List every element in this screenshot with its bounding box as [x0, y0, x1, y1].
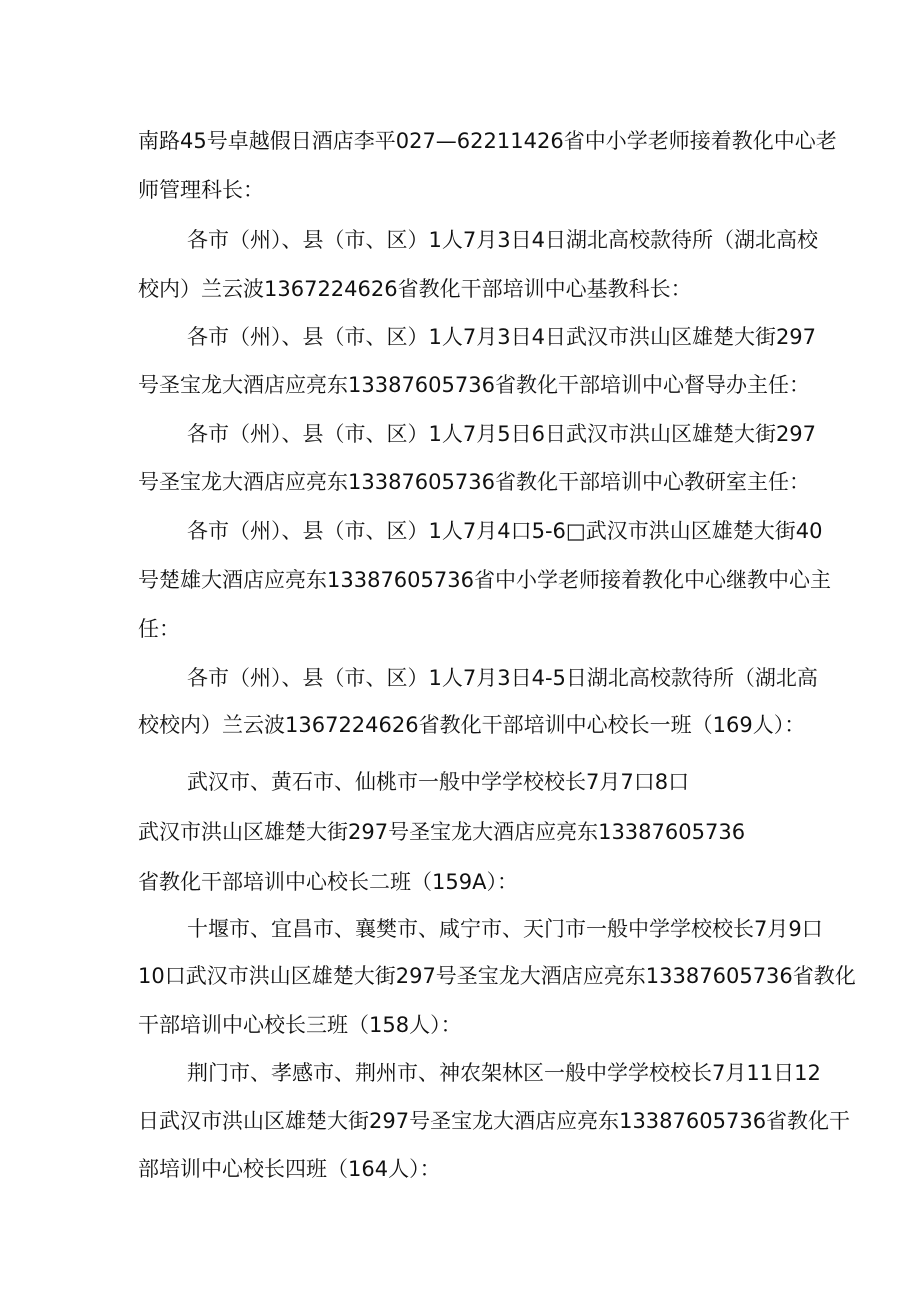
text-line: 武汉市、黄石市、仙桃市一般中学学校校长7月7口8口: [187, 770, 690, 794]
text-line: 校内）兰云波1367224626省教化干部培训中心基教科长：: [138, 277, 692, 301]
text-line: 各市（州）、县（市、区）1人7月3日4日湖北高校款待所（湖北高校: [187, 228, 818, 252]
text-line: 干部培训中心校长三班（158人）：: [138, 1013, 462, 1037]
text-line: 荆门市、孝感市、荆州市、神农架林区一般中学学校校长7月11日12: [187, 1061, 821, 1085]
text-line: 武汉市洪山区雄楚大街297号圣宝龙大酒店应亮东13387605736: [138, 820, 746, 844]
text-line: 各市（州）、县（市、区）1人7月3日4-5日湖北高校款待所（湖北高: [187, 666, 818, 690]
text-line: 师管理科长：: [138, 178, 264, 202]
text-line: 日武汉市洪山区雄楚大街297号圣宝龙大酒店应亮东13387605736省教化干: [138, 1109, 851, 1133]
text-line: 各市（州）、县（市、区）1人7月3日4日武汉市洪山区雄楚大街297: [187, 325, 817, 349]
text-line: 号楚雄大酒店应亮东13387605736省中小学老师接着教化中心继教中心主: [138, 568, 831, 592]
text-line: 号圣宝龙大酒店应亮东13387605736省教化干部培训中心督导办主任：: [138, 373, 810, 397]
text-line: 省教化干部培训中心校长二班（159A）：: [138, 870, 518, 894]
text-line: 各市（州）、县（市、区）1人7月4口5-6□武汉市洪山区雄楚大街40: [187, 519, 823, 543]
text-line: 10口武汉市洪山区雄楚大街297号圣宝龙大酒店应亮东13387605736省教化: [138, 964, 856, 988]
text-line: 十堰市、宜昌市、襄樊市、咸宁市、天门市一般中学学校校长7月9口: [187, 917, 823, 941]
text-line: 校校内）兰云波1367224626省教化干部培训中心校长一班（169人）：: [138, 713, 806, 737]
text-line: 任：: [138, 617, 180, 641]
text-line: 南路45号卓越假日酒店李平027—62211426省中小学老师接着教化中心老: [138, 129, 837, 153]
text-line: 号圣宝龙大酒店应亮东13387605736省教化干部培训中心教研室主任：: [138, 470, 810, 494]
text-line: 各市（州）、县（市、区）1人7月5日6日武汉市洪山区雄楚大街297: [187, 422, 817, 446]
text-line: 部培训中心校长四班（164人）：: [138, 1157, 441, 1181]
